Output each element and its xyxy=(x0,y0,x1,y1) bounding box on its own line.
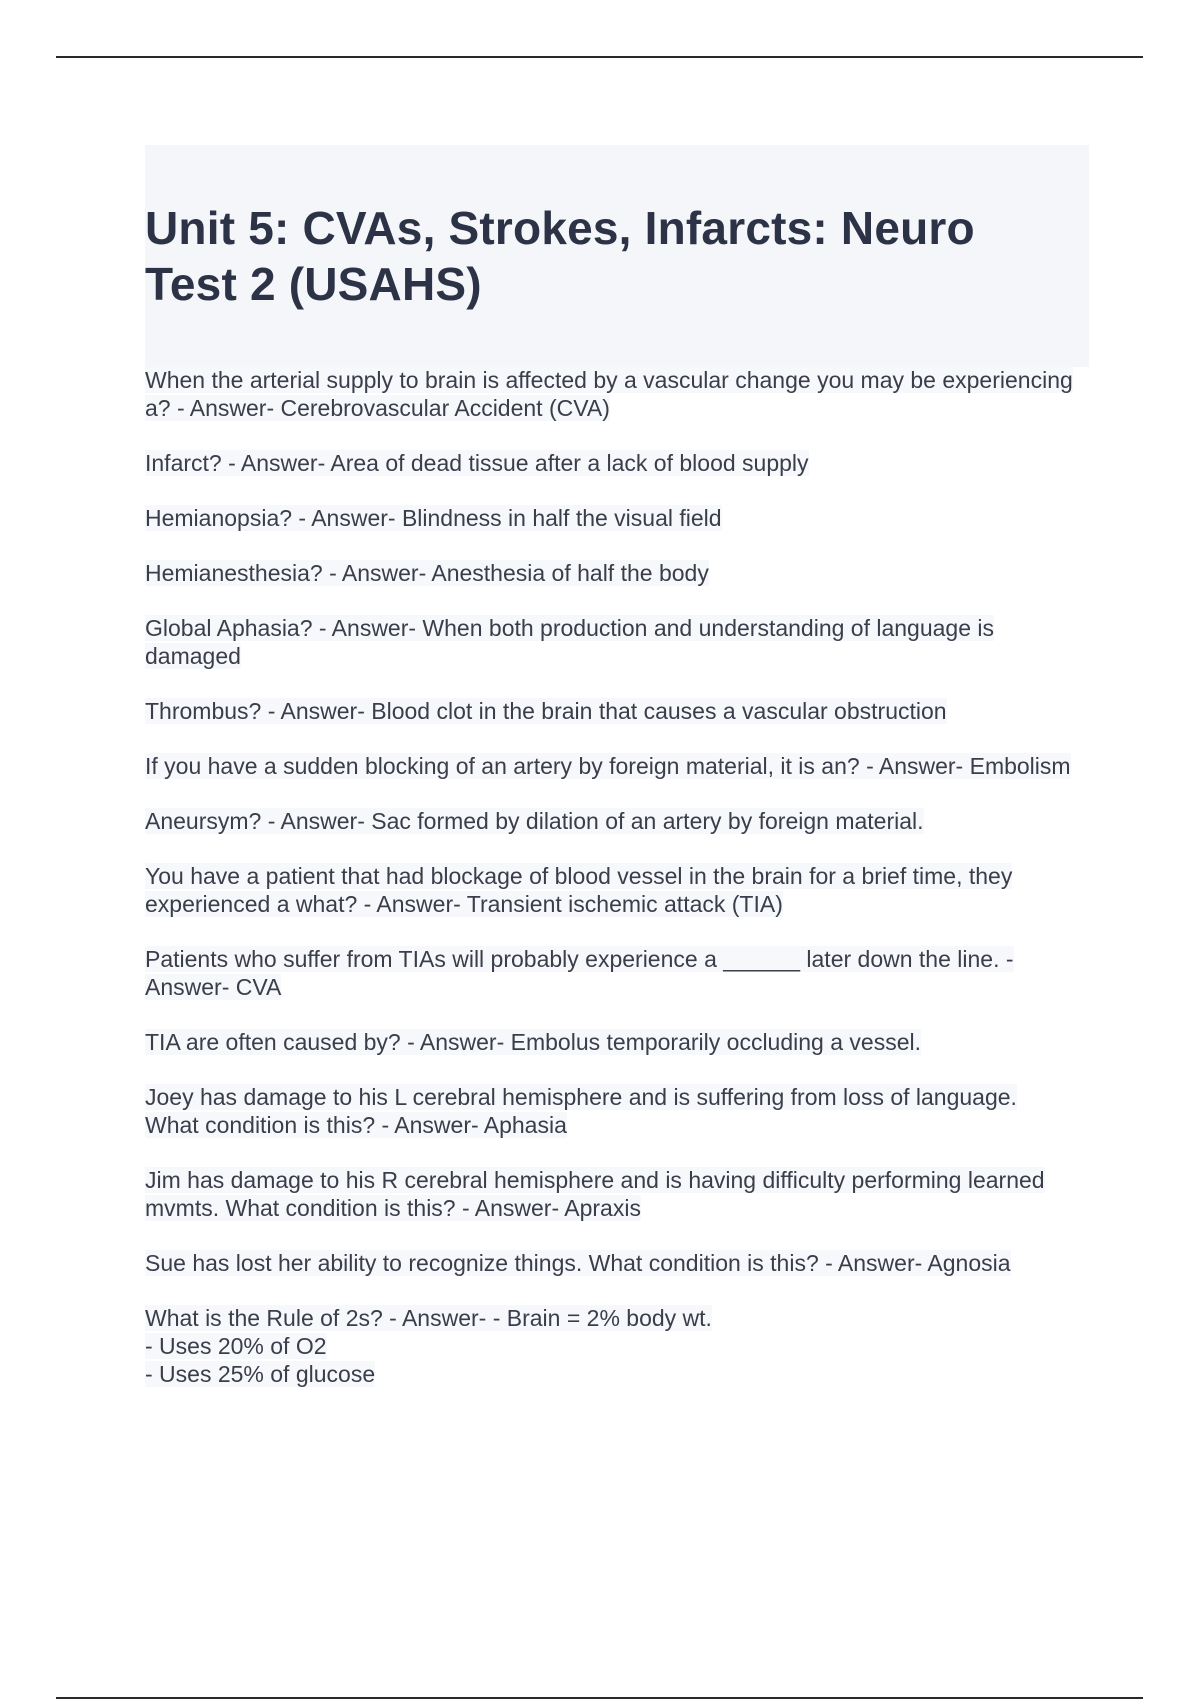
qa-item: You have a patient that had blockage of blood vessel in the brain for a brief time, they experienced a what? - Answer- Transient ischemic attack (TIA) xyxy=(145,863,1013,917)
top-rule xyxy=(56,56,1143,58)
qa-item: Hemianopsia? - Answer- Blindness in half the visual field xyxy=(145,505,722,531)
qa-item: Sue has lost her ability to recognize things. What condition is this? - Answer- Agnosia xyxy=(145,1250,1011,1276)
qa-item: Hemianesthesia? - Answer- Anesthesia of half the body xyxy=(145,560,709,586)
qa-item: Thrombus? - Answer- Blood clot in the brain that causes a vascular obstruction xyxy=(145,698,947,724)
qa-item: Infarct? - Answer- Area of dead tissue after a lack of blood supply xyxy=(145,450,809,476)
qa-item: Aneursym? - Answer- Sac formed by dilation of an artery by foreign material. xyxy=(145,808,924,834)
qa-item: Patients who suffer from TIAs will probably experience a ______ later down the line. - Answer- CVA xyxy=(145,946,1014,1000)
qa-item: Jim has damage to his R cerebral hemisphere and is having difficulty performing learned mvmts. What condition is this? - Answer- Apraxis xyxy=(145,1167,1045,1221)
qa-item: Global Aphasia? - Answer- When both production and understanding of language is damaged xyxy=(145,615,995,669)
qa-item: If you have a sudden blocking of an artery by foreign material, it is an? - Answer- Embolism xyxy=(145,753,1071,779)
bottom-rule xyxy=(56,1697,1143,1699)
qa-item: Joey has damage to his L cerebral hemisphere and is suffering from loss of language. What condition is this? - Answer- Aphasia xyxy=(145,1084,1017,1138)
document-title: Unit 5: CVAs, Strokes, Infarcts: Neuro Test 2 (USAHS) xyxy=(145,202,975,310)
qa-list xyxy=(145,366,1075,1415)
qa-item: When the arterial supply to brain is affected by a vascular change you may be experiencing a? - Answer- Cerebrovascular Accident (CVA) xyxy=(145,367,1073,421)
qa-item: What is the Rule of 2s? - Answer- - Brain = 2% body wt. - Uses 20% of O2 - Uses 25% of glucose xyxy=(145,1305,712,1387)
qa-item: TIA are often caused by? - Answer- Embolus temporarily occluding a vessel. xyxy=(145,1029,921,1055)
